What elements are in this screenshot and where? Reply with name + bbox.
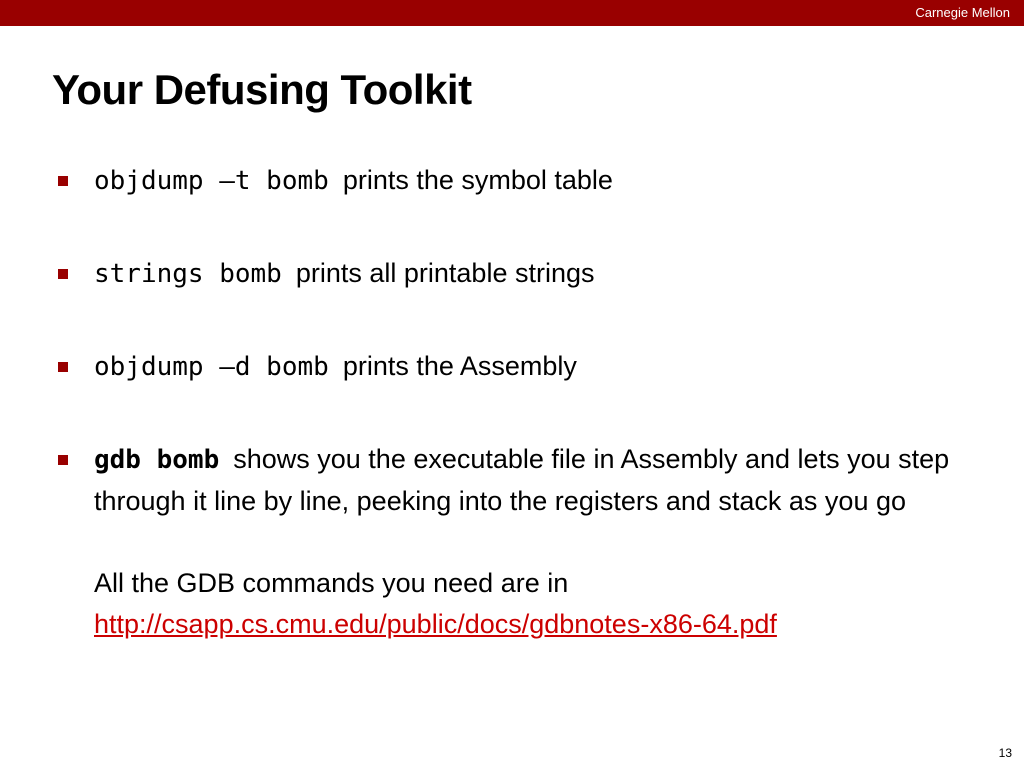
bullet-list bbox=[54, 160, 954, 645]
command-text: strings bomb bbox=[94, 259, 282, 289]
bullet-item-gdb bbox=[54, 439, 954, 645]
gdb-note-text: All the GDB commands you need are in bbox=[94, 568, 569, 598]
command-text: objdump –t bomb bbox=[94, 166, 329, 196]
square-bullet-icon bbox=[58, 269, 68, 279]
command-description: prints the Assembly bbox=[342, 351, 577, 381]
command-description: prints all printable strings bbox=[295, 258, 595, 288]
slide-title: Your Defusing Toolkit bbox=[52, 66, 472, 113]
command-description: shows you the executable file in Assembly and lets you step through it line by line, peeking into the registers and stack as you go bbox=[94, 444, 950, 516]
square-bullet-icon bbox=[58, 176, 68, 186]
gdb-notes-link[interactable]: http://csapp.cs.cmu.edu/public/docs/gdbnotes-x86-64.pdf bbox=[94, 609, 777, 639]
bullet-item-strings bbox=[54, 253, 954, 295]
command-text: gdb bomb bbox=[94, 445, 220, 475]
org-name: Carnegie Mellon bbox=[915, 5, 1010, 20]
square-bullet-icon bbox=[58, 362, 68, 372]
page-number: 13 bbox=[998, 746, 1012, 760]
gdb-note bbox=[94, 563, 954, 645]
square-bullet-icon bbox=[58, 455, 68, 465]
bullet-item-objdump-d bbox=[54, 346, 954, 388]
command-description: prints the symbol table bbox=[342, 165, 613, 195]
command-text: objdump –d bomb bbox=[94, 352, 329, 382]
header-bar bbox=[0, 0, 1024, 26]
bullet-item-objdump-t bbox=[54, 160, 954, 202]
